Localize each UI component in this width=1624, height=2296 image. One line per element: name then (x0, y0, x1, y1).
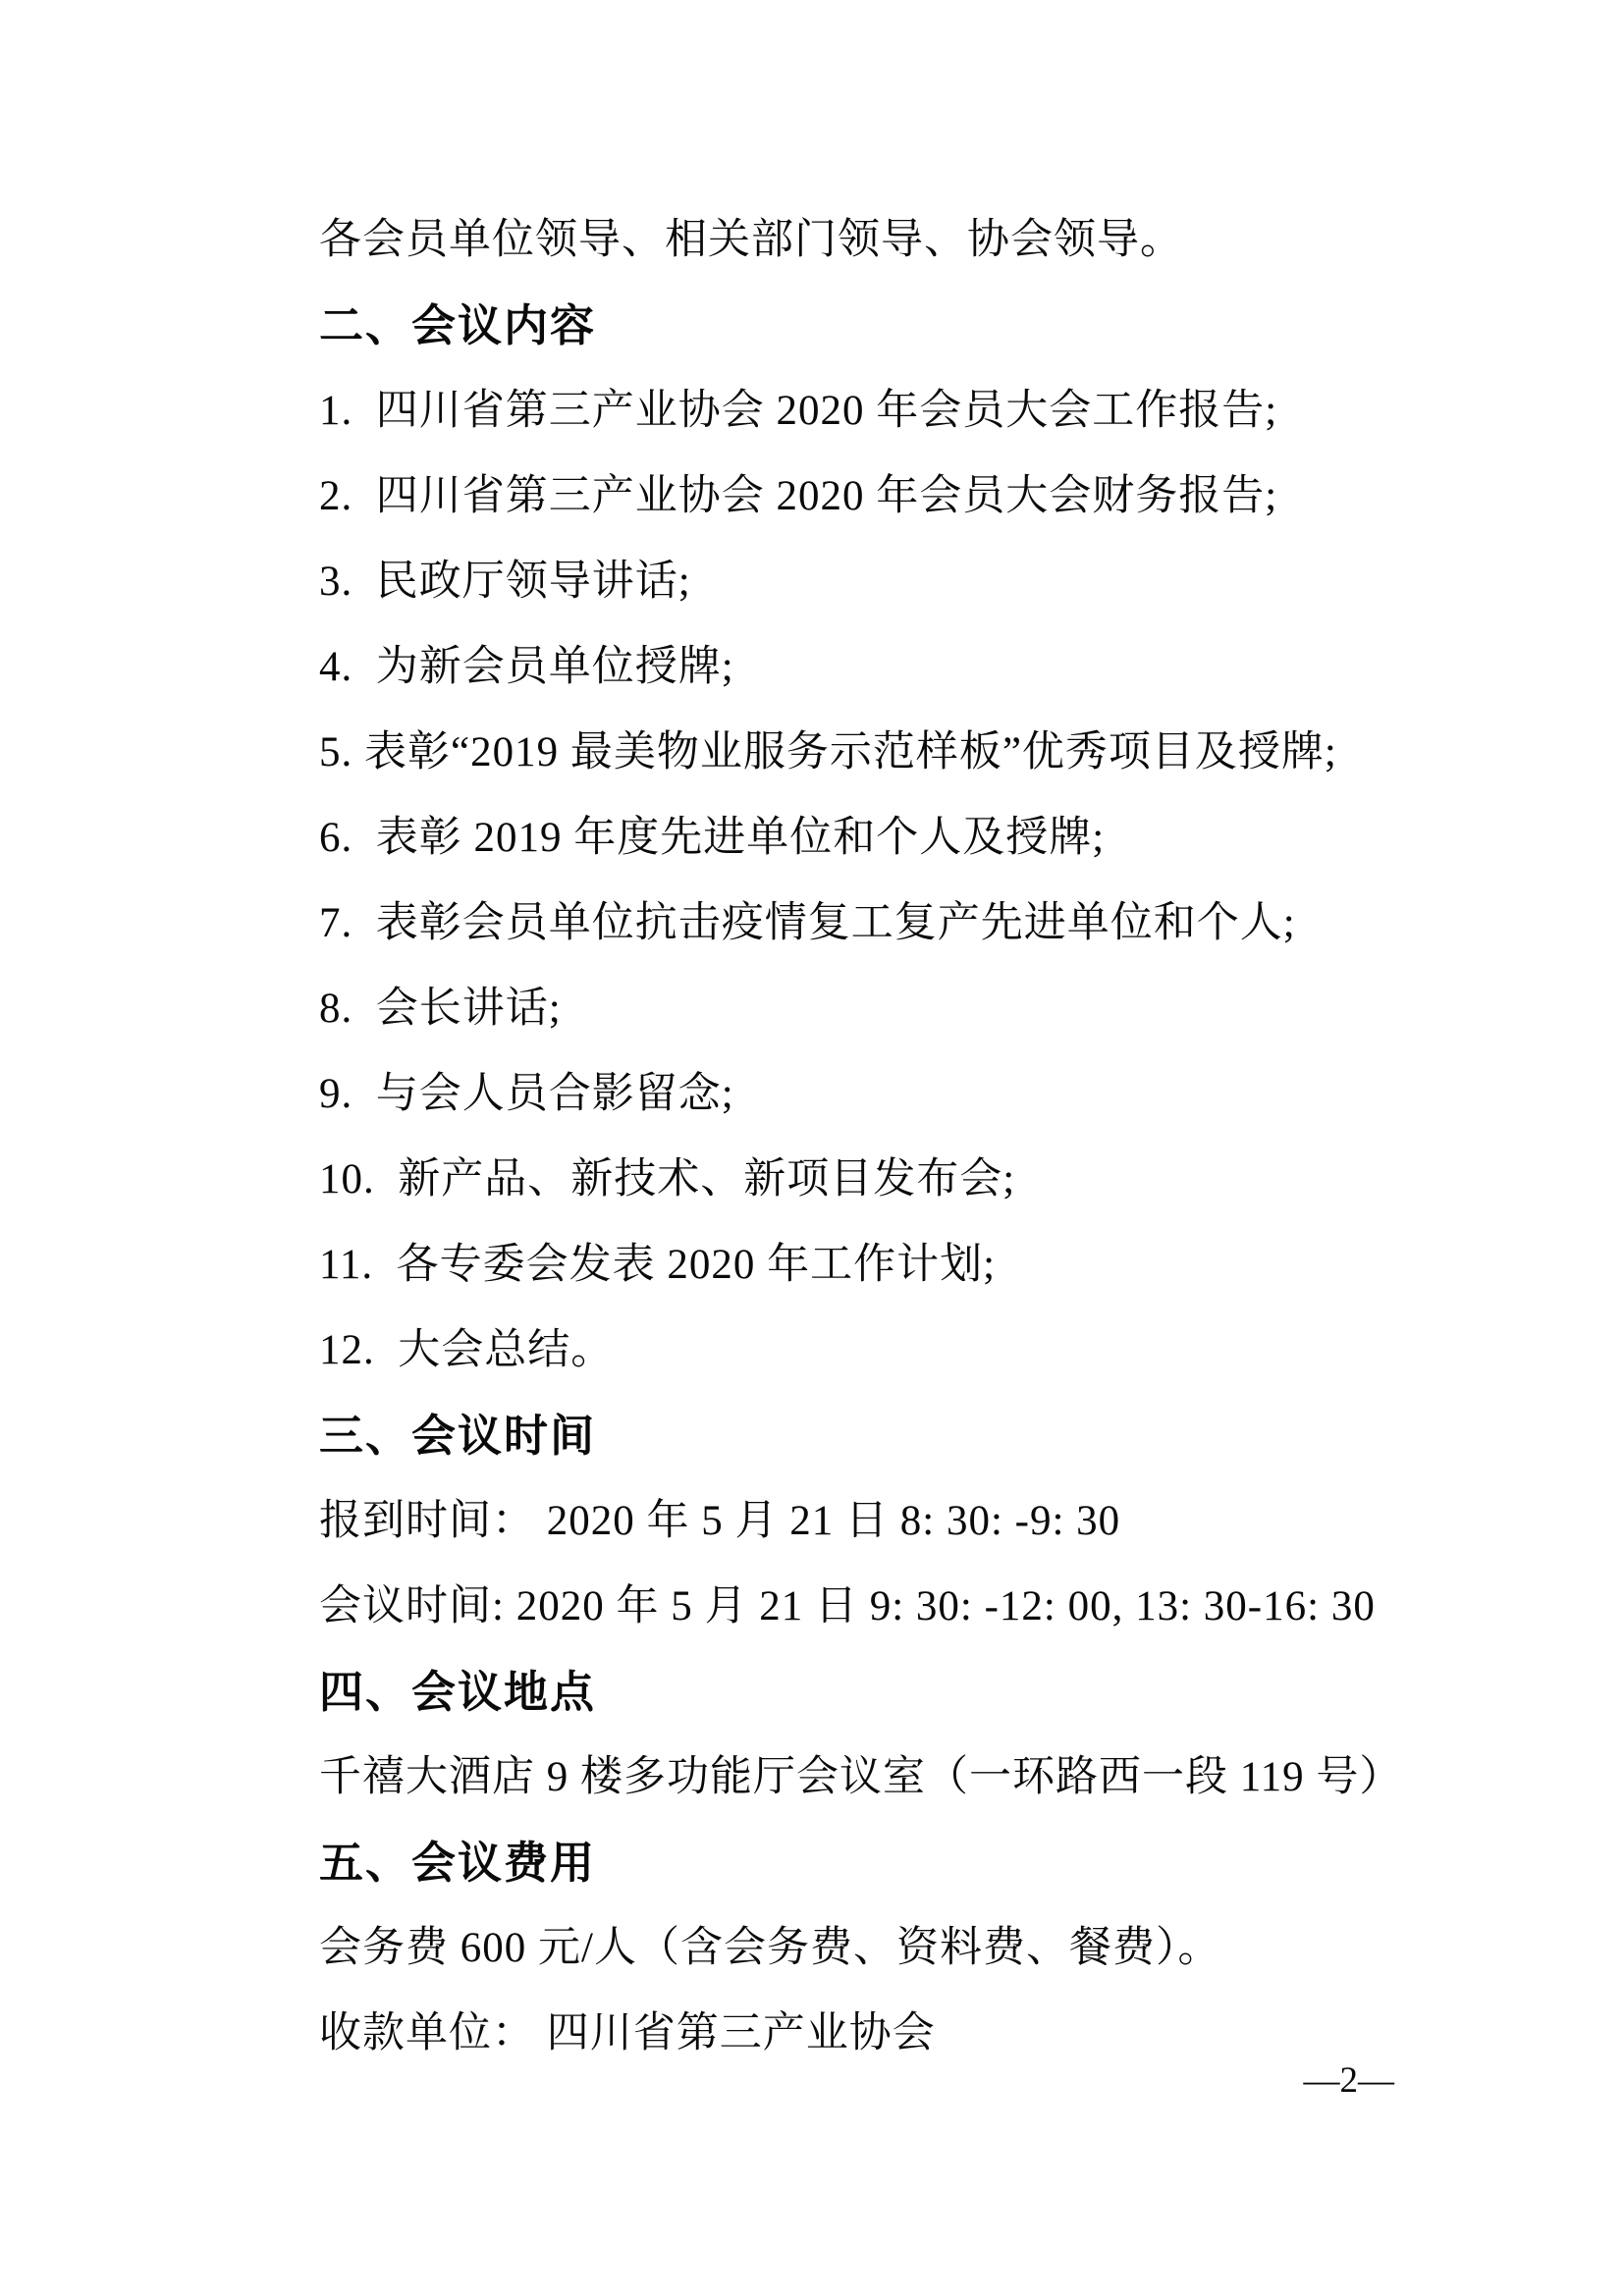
list-item-1: 1. 四川省第三产业协会 2020 年会员大会工作报告; (319, 388, 1278, 434)
list-item-5: 5. 表彰“2019 最美物业服务示范样板”优秀项目及授牌; (319, 729, 1337, 775)
section-heading-4: 四、会议地点 (319, 1667, 597, 1717)
meeting-time-line: 会议时间: 2020 年 5 月 21 日 9: 30: -12: 00, 13: 30-16: 30 (319, 1583, 1376, 1629)
list-item-6: 6. 表彰 2019 年度先进单位和个人及授牌; (319, 815, 1106, 861)
list-item-3: 3. 民政厅领导讲话; (319, 559, 691, 605)
section-heading-3: 三、会议时间 (319, 1411, 597, 1461)
list-item-2: 2. 四川省第三产业协会 2020 年会员大会财务报告; (319, 473, 1278, 519)
list-item-11: 11. 各专委会发表 2020 年工作计划; (319, 1242, 997, 1288)
page-number: —2— (1303, 2060, 1394, 2101)
section-heading-5: 五、会议费用 (319, 1838, 597, 1888)
paragraph-line: 各会员单位领导、相关部门领导、协会领导。 (319, 217, 1183, 263)
list-item-4: 4. 为新会员单位授牌; (319, 644, 734, 690)
section-heading-2: 二、会议内容 (319, 300, 597, 350)
payee-line: 收款单位： 四川省第三产业协会 (319, 2010, 936, 2056)
list-item-9: 9. 与会人员合影留念; (319, 1071, 734, 1117)
list-item-12: 12. 大会总结。 (319, 1327, 615, 1373)
document-content (319, 193, 1457, 2072)
report-time-line: 报到时间： 2020 年 5 月 21 日 8: 30: -9: 30 (319, 1498, 1121, 1544)
list-item-8: 8. 会长讲话; (319, 986, 562, 1032)
list-item-7: 7. 表彰会员单位抗击疫情复工复产先进单位和个人; (319, 900, 1296, 946)
address-line: 千禧大酒店 9 楼多功能厅会议室（一环路西一段 119 号） (319, 1754, 1403, 1800)
fee-line: 会务费 600 元/人（含会务费、资料费、餐费）。 (319, 1925, 1221, 1971)
list-item-10: 10. 新产品、新技术、新项目发布会; (319, 1156, 1016, 1202)
